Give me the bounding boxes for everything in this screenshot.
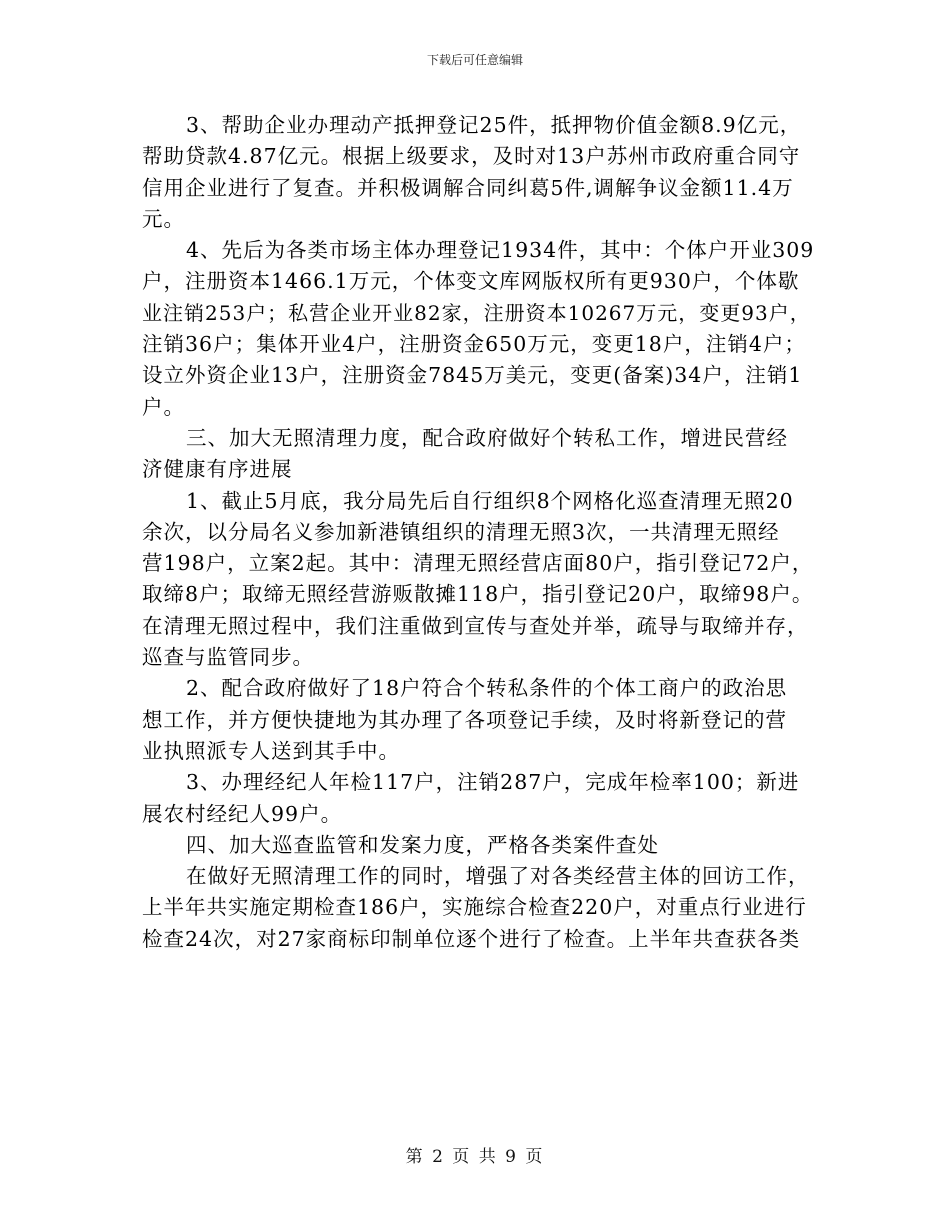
text-line: 设立外资企业13户，注册资金7845万美元，变更(备案)34户，注销1	[142, 363, 803, 388]
page-number-footer: 第 2 页 共 9 页	[405, 1147, 545, 1167]
text-line: 在做好无照清理工作的同时，增强了对各类经营主体的回访工作，	[186, 864, 810, 889]
paragraph	[142, 110, 818, 235]
text-line: 1、截止5月底，我分局先后自行组织8个网格化巡查清理无照20	[186, 488, 794, 513]
paragraph	[142, 673, 818, 767]
document-body	[142, 110, 818, 955]
text-line: 四、加大巡查监管和发案力度，严格各类案件查处	[186, 832, 659, 857]
paragraph	[142, 767, 818, 830]
text-line: 济健康有序进展	[142, 457, 293, 482]
text-line: 4、先后为各类市场主体办理登记1934件，其中：个体户开业309	[186, 238, 815, 263]
text-line: 取缔8户；取缔无照经营游贩散摊118户，指引登记20户，取缔98户。	[142, 582, 814, 607]
text-line: 巡查与监管同步。	[142, 645, 314, 670]
text-line: 3、帮助企业办理动产抵押登记25件，抵押物价值金额8.9亿元，	[186, 113, 802, 137]
paragraph	[142, 486, 818, 674]
text-line: 展农村经纪人99户。	[142, 801, 343, 826]
section-heading	[142, 830, 818, 861]
text-line: 户。	[142, 394, 185, 419]
text-line: 元。	[142, 206, 185, 231]
text-line: 帮助贷款4.87亿元。根据上级要求，及时对13户苏州市政府重合同守	[142, 144, 801, 169]
text-line: 业注销253户；私营企业开业82家，注册资本10267万元，变更93户，	[142, 300, 811, 325]
text-line: 营198户，立案2起。其中：清理无照经营店面80户，指引登记72户，	[142, 551, 814, 576]
text-line: 注销36户；集体开业4户，注册资金650万元，变更18户，注销4户；	[142, 332, 806, 357]
text-line: 3、办理经纪人年检117户，注销287户，完成年检率100；新进	[186, 770, 800, 795]
section-heading	[142, 423, 818, 486]
text-line: 信用企业进行了复查。并积极调解合同纠葛5件,调解争议金额11.4万	[142, 175, 794, 200]
text-line: 在清理无照过程中，我们注重做到宣传与查处并举，疏导与取缔并存，	[142, 613, 809, 638]
text-line: 余次，以分局名义参加新港镇组织的清理无照3次，一共清理无照经	[142, 519, 780, 544]
text-line: 户，注册资本1466.1万元，个体变文库网版权所有更930户，个体歇	[142, 269, 800, 294]
text-line: 上半年共实施定期检查186户，实施综合检查220户，对重点行业进行	[142, 895, 807, 920]
text-line: 业执照派专人送到其手中。	[142, 738, 400, 763]
paragraph	[142, 235, 818, 423]
text-line: 检查24次，对27家商标印制单位逐个进行了检查。上半年共查获各类	[142, 926, 801, 951]
paragraph	[142, 861, 818, 955]
page-header: 下载后可任意编辑	[426, 53, 523, 67]
text-line: 三、加大无照清理力度，配合政府做好个转私工作，增进民营经	[186, 425, 788, 450]
text-line: 2、配合政府做好了18户符合个转私条件的个体工商户的政治思	[186, 676, 788, 701]
text-line: 想工作，并方便快捷地为其办理了各项登记手续，及时将新登记的营	[142, 707, 787, 732]
